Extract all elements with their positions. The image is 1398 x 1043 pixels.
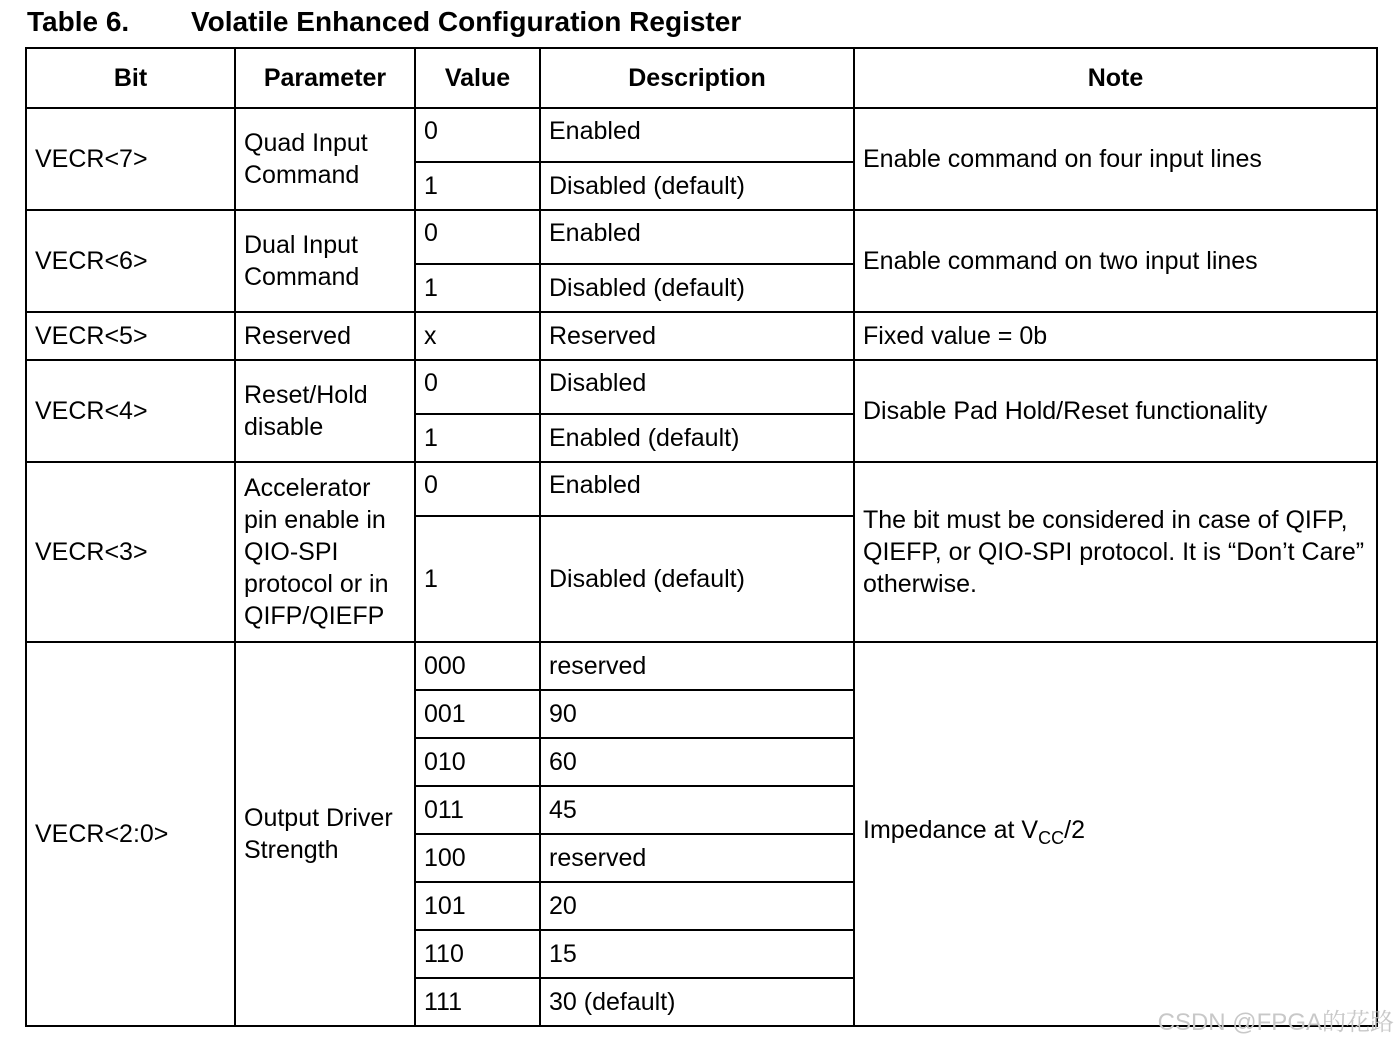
description-cell: Enabled (default) (540, 414, 854, 462)
note-cell: Enable command on two input lines (854, 210, 1377, 312)
header-row (26, 48, 1377, 108)
value-cell: 1 (415, 516, 540, 642)
value-cell: 101 (415, 882, 540, 930)
table-number: Table 6. (27, 6, 130, 37)
table-row (26, 462, 1377, 516)
value-cell: 0 (415, 360, 540, 414)
table-row (26, 360, 1377, 414)
bit-cell: VECR<2:0> (26, 642, 235, 1026)
parameter-cell: Quad Input Command (235, 108, 415, 210)
table-title: Volatile Enhanced Configuration Register (191, 6, 742, 37)
note-cell (854, 642, 1377, 1026)
bit-cell: VECR<3> (26, 462, 235, 642)
header-bit: Bit (26, 48, 235, 108)
bit-cell: VECR<5> (26, 312, 235, 360)
value-cell: 111 (415, 978, 540, 1026)
bit-cell: VECR<7> (26, 108, 235, 210)
description-cell: Disabled (540, 360, 854, 414)
description-cell: Enabled (540, 210, 854, 264)
value-cell: 1 (415, 162, 540, 210)
header-value: Value (415, 48, 540, 108)
description-cell: 20 (540, 882, 854, 930)
header-note: Note (854, 48, 1377, 108)
register-table (25, 47, 1378, 1027)
header-parameter: Parameter (235, 48, 415, 108)
note-cell: Enable command on four input lines (854, 108, 1377, 210)
description-cell: 90 (540, 690, 854, 738)
value-cell: 011 (415, 786, 540, 834)
watermark: CSDN @FPGA的花路 (1157, 1009, 1394, 1036)
note-cell: Fixed value = 0b (854, 312, 1377, 360)
bit-cell: VECR<6> (26, 210, 235, 312)
value-cell: 010 (415, 738, 540, 786)
description-cell: Enabled (540, 108, 854, 162)
value-cell: 100 (415, 834, 540, 882)
bit-cell: VECR<4> (26, 360, 235, 462)
description-cell: 30 (default) (540, 978, 854, 1026)
value-cell: 0 (415, 108, 540, 162)
value-cell: 1 (415, 264, 540, 312)
table-caption (27, 6, 741, 38)
description-cell: reserved (540, 642, 854, 690)
value-cell: 000 (415, 642, 540, 690)
description-cell: 15 (540, 930, 854, 978)
value-cell: 1 (415, 414, 540, 462)
table-row (26, 108, 1377, 162)
parameter-cell: Accelerator pin enable in QIO-SPI protocol or in QIFP/QIEFP (235, 462, 415, 642)
note-cell: The bit must be considered in case of QIFP, QIEFP, or QIO-SPI protocol. It is “Don’t Care” otherwise. (854, 462, 1377, 642)
note-prefix: Impedance at V (863, 816, 1039, 844)
table-row (26, 642, 1377, 690)
header-description: Description (540, 48, 854, 108)
description-cell: Reserved (540, 312, 854, 360)
description-cell: 60 (540, 738, 854, 786)
value-cell: 001 (415, 690, 540, 738)
value-cell: 0 (415, 210, 540, 264)
note-subscript: CC (1038, 828, 1065, 848)
note-suffix: /2 (1064, 816, 1085, 844)
table-row (26, 312, 1377, 360)
parameter-cell: Output Driver Strength (235, 642, 415, 1026)
description-cell: reserved (540, 834, 854, 882)
description-cell: Disabled (default) (540, 264, 854, 312)
description-cell: Disabled (default) (540, 162, 854, 210)
note-cell: Disable Pad Hold/Reset functionality (854, 360, 1377, 462)
table-row (26, 210, 1377, 264)
description-cell: 45 (540, 786, 854, 834)
value-cell: x (415, 312, 540, 360)
parameter-cell: Dual Input Command (235, 210, 415, 312)
parameter-cell: Reset/Hold disable (235, 360, 415, 462)
value-cell: 110 (415, 930, 540, 978)
value-cell: 0 (415, 462, 540, 516)
description-cell: Enabled (540, 462, 854, 516)
description-cell: Disabled (default) (540, 516, 854, 642)
parameter-cell: Reserved (235, 312, 415, 360)
